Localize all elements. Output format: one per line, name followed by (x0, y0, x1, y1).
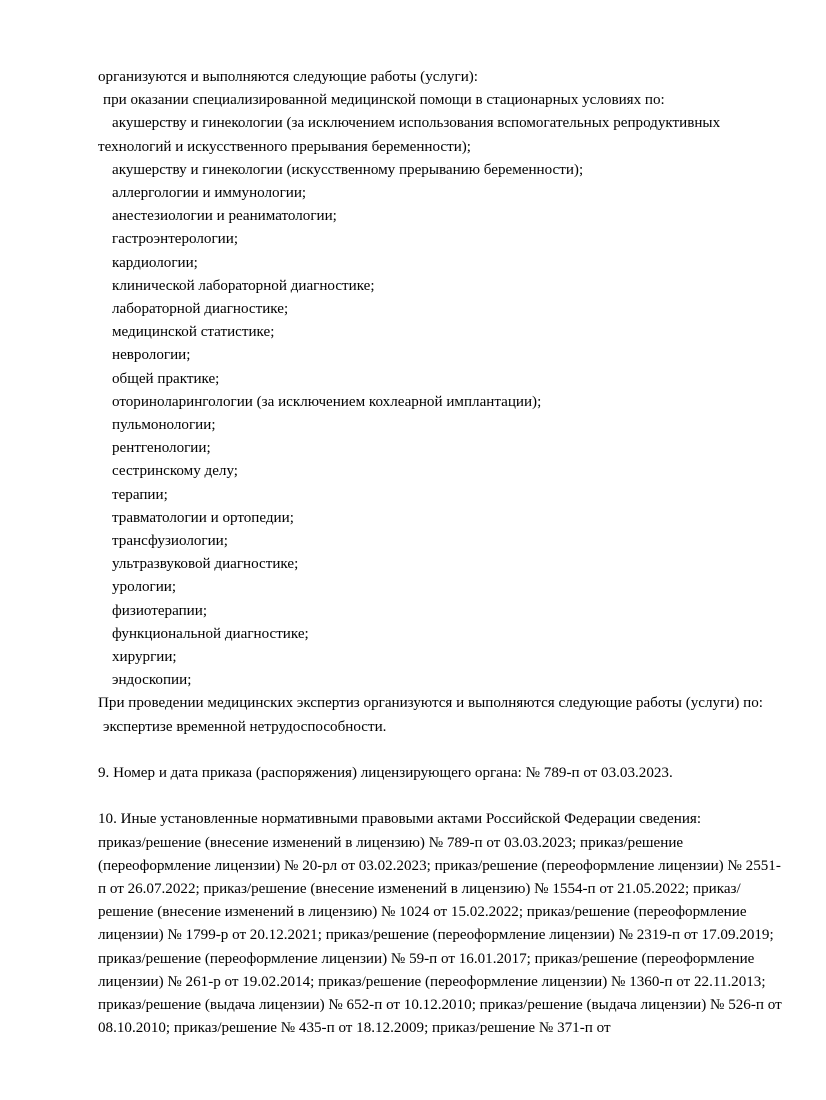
service-item: оториноларингологии (за исключением кохлеарной имплантации); (112, 393, 542, 410)
service-item: неврологии; (112, 347, 191, 364)
paragraph-spacer (98, 785, 782, 808)
service-item: акушерству и гинекологии (искусственному прерыванию беременности); (112, 161, 584, 178)
service-item: анестезиологии и реаниматологии; (112, 208, 337, 225)
intro-works-line: организуются и выполняются следующие работы (услуги): (98, 69, 479, 85)
service-item: терапии; (112, 486, 168, 503)
service-item: трансфузиологии; (112, 533, 228, 550)
service-item: рентгенологии; (112, 440, 211, 457)
expertise-lead-line: При проведении медицинских экспертиз организуются и выполняются следующие работы (услуги) по: (98, 695, 763, 712)
section-10-orders-paragraph: приказ/решение (внесение изменений в лицензию) № 789-п от 03.03.2023; приказ/решение (переоформление лицензии) № 20-рл от 03.02.2023; приказ/решение (переоформление лицензии) № 2551-п от 26.07.2022; приказ/решение (внесение изменений в лицензию) № 1554-п от 21.05.2022; приказ/решение (внесение изменений в лицензию) № 1024 от 15.02.2022; приказ/решение (переоформление лицензии) № 1799-р от 20.12.2021; приказ/решение (переоформление лицензии) № 2319-п от 17.09.2019; приказ/решение (переоформление лицензии) № 59-п от 16.01.2017; приказ/решение (переоформление лицензии) № 261-р от 19.02.2014; приказ/решение (переоформление лицензии) № 1360-п от 22.11.2013; приказ/решение (выдача лицензии) № 652-п от 10.12.2010; приказ/решение (выдача лицензии) № 526-п от 08.10.2010; приказ/решение № 435-п от 18.12.2009; приказ/решение № 371-п от (98, 834, 782, 1037)
service-item: сестринскому делу; (112, 463, 238, 480)
service-item: урологии; (112, 579, 177, 596)
paragraph-spacer (98, 739, 782, 762)
service-item: физиотерапии; (112, 602, 208, 619)
service-item: кардиологии; (112, 254, 198, 271)
intro-inpatient-line: при оказании специализированной медицинской помощи в стационарных условиях по: (103, 92, 665, 109)
section-9-paragraph: 9. Номер и дата приказа (распоряжения) лицензирующего органа: № 789-п от 03.03.2023. (98, 765, 673, 782)
section-10-heading: 10. Иные установленные нормативными правовыми актами Российской Федерации сведения: (98, 811, 702, 828)
expertise-item: экспертизе временной нетрудоспособности. (103, 718, 387, 735)
service-item: общей практике; (112, 370, 220, 387)
service-item: травматологии и ортопедии; (112, 509, 294, 526)
services-list (98, 112, 782, 692)
service-item: хирургии; (112, 649, 177, 666)
service-item: аллергологии и иммунологии; (112, 185, 307, 202)
service-item: ультразвуковой диагностике; (112, 556, 299, 573)
service-item: эндоскопии; (112, 672, 192, 689)
document-text-body (98, 66, 782, 1041)
service-item: клинической лабораторной диагностике; (112, 277, 375, 294)
service-item: пульмонологии; (112, 417, 216, 434)
service-item: гастроэнтерологии; (112, 231, 239, 248)
service-item: функциональной диагностике; (112, 625, 309, 642)
service-item: акушерству и гинекологии (за исключением использования вспомогательных репродуктивных технологий и искусственного прерывания беременности); (98, 115, 721, 155)
service-item: медицинской статистике; (112, 324, 275, 341)
service-item: лабораторной диагностике; (112, 301, 289, 318)
